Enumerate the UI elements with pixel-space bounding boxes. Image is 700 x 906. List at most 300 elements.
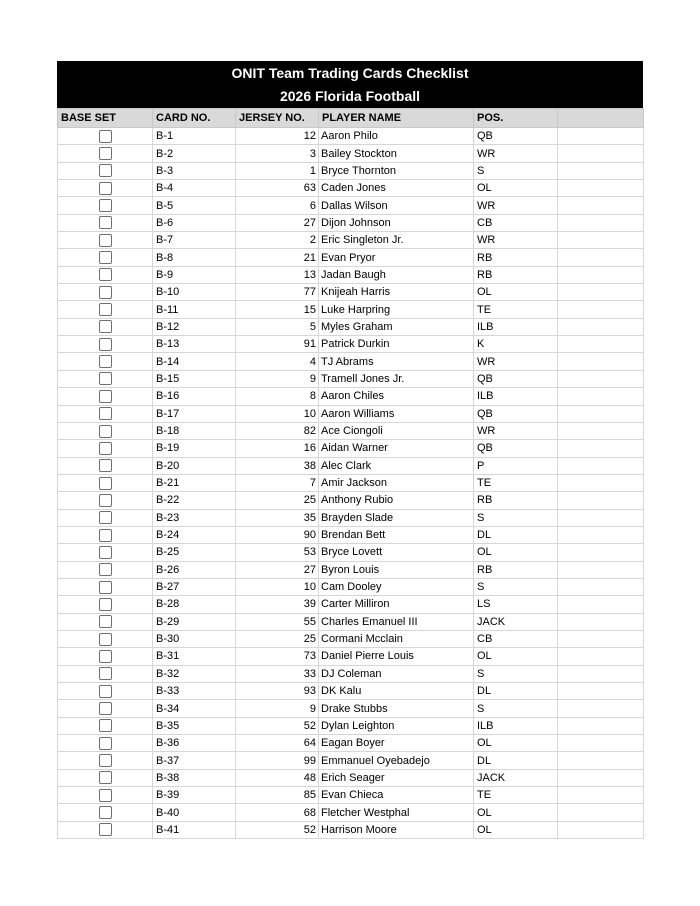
table-row [58, 492, 644, 509]
base-set-cell [58, 804, 153, 821]
jersey-no-cell: 82 [236, 422, 319, 439]
base-set-cell [58, 700, 153, 717]
card-no-cell: B-24 [153, 526, 236, 543]
base-set-checkbox[interactable] [99, 320, 112, 333]
base-set-cell [58, 353, 153, 370]
base-set-cell [58, 717, 153, 734]
jersey-no-cell: 53 [236, 544, 319, 561]
card-no-cell: B-36 [153, 735, 236, 752]
base-set-cell [58, 162, 153, 179]
pos-cell: DL [474, 683, 558, 700]
player-name-cell: Fletcher Westphal [319, 804, 474, 821]
table-row [58, 596, 644, 613]
table-body [58, 128, 644, 839]
player-name-cell: Eagan Boyer [319, 735, 474, 752]
card-no-cell: B-12 [153, 318, 236, 335]
pos-cell: WR [474, 145, 558, 162]
card-no-cell: B-19 [153, 440, 236, 457]
player-name-cell: Amir Jackson [319, 474, 474, 491]
player-name-cell: Brendan Bett [319, 526, 474, 543]
blank-cell [558, 648, 644, 665]
base-set-checkbox[interactable] [99, 581, 112, 594]
player-name-cell: Harrison Moore [319, 821, 474, 838]
card-no-cell: B-11 [153, 301, 236, 318]
jersey-no-cell: 4 [236, 353, 319, 370]
base-set-checkbox[interactable] [99, 719, 112, 732]
blank-cell [558, 613, 644, 630]
base-set-checkbox[interactable] [99, 754, 112, 767]
header-player-name: PLAYER NAME [319, 109, 474, 128]
table-row [58, 145, 644, 162]
jersey-no-cell: 93 [236, 683, 319, 700]
base-set-cell [58, 474, 153, 491]
player-name-cell: Caden Jones [319, 180, 474, 197]
base-set-checkbox[interactable] [99, 130, 112, 143]
jersey-no-cell: 73 [236, 648, 319, 665]
table-row [58, 353, 644, 370]
player-name-cell: Myles Graham [319, 318, 474, 335]
table-row [58, 787, 644, 804]
base-set-cell [58, 665, 153, 682]
jersey-no-cell: 8 [236, 388, 319, 405]
base-set-checkbox[interactable] [99, 199, 112, 212]
pos-cell: OL [474, 804, 558, 821]
header-row [58, 109, 644, 128]
table-row [58, 613, 644, 630]
base-set-cell [58, 787, 153, 804]
blank-cell [558, 284, 644, 301]
pos-cell: ILB [474, 388, 558, 405]
base-set-checkbox[interactable] [99, 286, 112, 299]
header-card-no: CARD NO. [153, 109, 236, 128]
base-set-cell [58, 145, 153, 162]
base-set-cell [58, 214, 153, 231]
base-set-cell [58, 561, 153, 578]
player-name-cell: Evan Chieca [319, 787, 474, 804]
blank-cell [558, 596, 644, 613]
base-set-checkbox[interactable] [99, 598, 112, 611]
blank-cell [558, 249, 644, 266]
jersey-no-cell: 48 [236, 769, 319, 786]
card-no-cell: B-13 [153, 336, 236, 353]
table-row [58, 128, 644, 145]
card-no-cell: B-6 [153, 214, 236, 231]
table-row [58, 804, 644, 821]
blank-cell [558, 492, 644, 509]
jersey-no-cell: 38 [236, 457, 319, 474]
base-set-cell [58, 440, 153, 457]
jersey-no-cell: 85 [236, 787, 319, 804]
player-name-cell: Evan Pryor [319, 249, 474, 266]
card-no-cell: B-17 [153, 405, 236, 422]
base-set-checkbox[interactable] [99, 546, 112, 559]
jersey-no-cell: 27 [236, 214, 319, 231]
pos-cell: S [474, 162, 558, 179]
table-row [58, 284, 644, 301]
base-set-checkbox[interactable] [99, 685, 112, 698]
jersey-no-cell: 63 [236, 180, 319, 197]
card-no-cell: B-14 [153, 353, 236, 370]
player-name-cell: Bryce Thornton [319, 162, 474, 179]
card-no-cell: B-38 [153, 769, 236, 786]
base-set-checkbox[interactable] [99, 494, 112, 507]
player-name-cell: Daniel Pierre Louis [319, 648, 474, 665]
header-jersey-no: JERSEY NO. [236, 109, 319, 128]
jersey-no-cell: 21 [236, 249, 319, 266]
table-row [58, 717, 644, 734]
base-set-cell [58, 630, 153, 647]
jersey-no-cell: 52 [236, 717, 319, 734]
base-set-checkbox[interactable] [99, 303, 112, 316]
base-set-cell [58, 180, 153, 197]
table-row [58, 665, 644, 682]
base-set-cell [58, 266, 153, 283]
pos-cell: CB [474, 630, 558, 647]
jersey-no-cell: 25 [236, 630, 319, 647]
table-row [58, 180, 644, 197]
card-no-cell: B-2 [153, 145, 236, 162]
blank-cell [558, 683, 644, 700]
jersey-no-cell: 1 [236, 162, 319, 179]
blank-cell [558, 336, 644, 353]
jersey-no-cell: 13 [236, 266, 319, 283]
base-set-checkbox[interactable] [99, 251, 112, 264]
pos-cell: OL [474, 735, 558, 752]
player-name-cell: Jadan Baugh [319, 266, 474, 283]
base-set-checkbox[interactable] [99, 355, 112, 368]
card-no-cell: B-27 [153, 578, 236, 595]
base-set-checkbox[interactable] [99, 268, 112, 281]
player-name-cell: Cam Dooley [319, 578, 474, 595]
base-set-cell [58, 197, 153, 214]
jersey-no-cell: 27 [236, 561, 319, 578]
base-set-cell [58, 457, 153, 474]
blank-cell [558, 440, 644, 457]
player-name-cell: DJ Coleman [319, 665, 474, 682]
card-no-cell: B-15 [153, 370, 236, 387]
checklist-subtitle: 2026 Florida Football [279, 88, 421, 104]
card-no-cell: B-5 [153, 197, 236, 214]
base-set-cell [58, 769, 153, 786]
jersey-no-cell: 15 [236, 301, 319, 318]
blank-cell [558, 128, 644, 145]
player-name-cell: Carter Milliron [319, 596, 474, 613]
table-row [58, 752, 644, 769]
table-row [58, 249, 644, 266]
base-set-cell [58, 492, 153, 509]
pos-cell: S [474, 665, 558, 682]
pos-cell: WR [474, 232, 558, 249]
pos-cell: P [474, 457, 558, 474]
jersey-no-cell: 10 [236, 578, 319, 595]
table-row [58, 162, 644, 179]
jersey-no-cell: 52 [236, 821, 319, 838]
base-set-checkbox[interactable] [99, 771, 112, 784]
jersey-no-cell: 16 [236, 440, 319, 457]
base-set-checkbox[interactable] [99, 702, 112, 715]
table-row [58, 214, 644, 231]
base-set-checkbox[interactable] [99, 633, 112, 646]
base-set-checkbox[interactable] [99, 147, 112, 160]
table-row [58, 388, 644, 405]
card-no-cell: B-18 [153, 422, 236, 439]
card-no-cell: B-10 [153, 284, 236, 301]
base-set-checkbox[interactable] [99, 511, 112, 524]
blank-cell [558, 457, 644, 474]
base-set-checkbox[interactable] [99, 164, 112, 177]
pos-cell: K [474, 336, 558, 353]
base-set-checkbox[interactable] [99, 529, 112, 542]
jersey-no-cell: 3 [236, 145, 319, 162]
card-no-cell: B-30 [153, 630, 236, 647]
blank-cell [558, 318, 644, 335]
blank-cell [558, 405, 644, 422]
player-name-cell: Anthony Rubio [319, 492, 474, 509]
jersey-no-cell: 33 [236, 665, 319, 682]
base-set-checkbox[interactable] [99, 372, 112, 385]
player-name-cell: Aaron Philo [319, 128, 474, 145]
player-name-cell: Dylan Leighton [319, 717, 474, 734]
base-set-cell [58, 249, 153, 266]
jersey-no-cell: 25 [236, 492, 319, 509]
card-no-cell: B-39 [153, 787, 236, 804]
table-row [58, 232, 644, 249]
header-blank [558, 109, 644, 128]
base-set-cell [58, 370, 153, 387]
blank-cell [558, 630, 644, 647]
pos-cell: CB [474, 214, 558, 231]
blank-cell [558, 162, 644, 179]
base-set-cell [58, 596, 153, 613]
blank-cell [558, 232, 644, 249]
card-no-cell: B-9 [153, 266, 236, 283]
jersey-no-cell: 64 [236, 735, 319, 752]
base-set-checkbox[interactable] [99, 425, 112, 438]
jersey-no-cell: 90 [236, 526, 319, 543]
pos-cell: QB [474, 440, 558, 457]
pos-cell: RB [474, 561, 558, 578]
player-name-cell: Dijon Johnson [319, 214, 474, 231]
pos-cell: JACK [474, 613, 558, 630]
card-no-cell: B-20 [153, 457, 236, 474]
base-set-cell [58, 284, 153, 301]
table-row [58, 405, 644, 422]
player-name-cell: Bailey Stockton [319, 145, 474, 162]
base-set-cell [58, 752, 153, 769]
base-set-checkbox[interactable] [99, 823, 112, 836]
base-set-checkbox[interactable] [99, 737, 112, 750]
player-name-cell: Aaron Williams [319, 405, 474, 422]
base-set-cell [58, 648, 153, 665]
base-set-cell [58, 544, 153, 561]
player-name-cell: Tramell Jones Jr. [319, 370, 474, 387]
card-no-cell: B-1 [153, 128, 236, 145]
table-row [58, 769, 644, 786]
header-base-set: BASE SET [58, 109, 153, 128]
base-set-checkbox[interactable] [99, 234, 112, 247]
pos-cell: OL [474, 544, 558, 561]
pos-cell: TE [474, 474, 558, 491]
pos-cell: QB [474, 370, 558, 387]
table-row [58, 457, 644, 474]
card-no-cell: B-4 [153, 180, 236, 197]
pos-cell: ILB [474, 717, 558, 734]
base-set-cell [58, 422, 153, 439]
player-name-cell: Erich Seager [319, 769, 474, 786]
table-row [58, 683, 644, 700]
jersey-no-cell: 9 [236, 370, 319, 387]
card-no-cell: B-41 [153, 821, 236, 838]
card-no-cell: B-22 [153, 492, 236, 509]
jersey-no-cell: 2 [236, 232, 319, 249]
player-name-cell: DK Kalu [319, 683, 474, 700]
card-no-cell: B-26 [153, 561, 236, 578]
jersey-no-cell: 99 [236, 752, 319, 769]
blank-cell [558, 301, 644, 318]
blank-cell [558, 700, 644, 717]
player-name-cell: Drake Stubbs [319, 700, 474, 717]
card-no-cell: B-35 [153, 717, 236, 734]
jersey-no-cell: 35 [236, 509, 319, 526]
table-row [58, 266, 644, 283]
pos-cell: WR [474, 197, 558, 214]
jersey-no-cell: 91 [236, 336, 319, 353]
table-row [58, 648, 644, 665]
card-no-cell: B-33 [153, 683, 236, 700]
blank-cell [558, 180, 644, 197]
player-name-cell: Alec Clark [319, 457, 474, 474]
table-row [58, 440, 644, 457]
jersey-no-cell: 10 [236, 405, 319, 422]
pos-cell: OL [474, 284, 558, 301]
header-pos: POS. [474, 109, 558, 128]
table-row [58, 578, 644, 595]
base-set-cell [58, 128, 153, 145]
card-no-cell: B-3 [153, 162, 236, 179]
card-no-cell: B-21 [153, 474, 236, 491]
player-name-cell: Ace Ciongoli [319, 422, 474, 439]
player-name-cell: Patrick Durkin [319, 336, 474, 353]
base-set-cell [58, 336, 153, 353]
table-row [58, 735, 644, 752]
base-set-checkbox[interactable] [99, 442, 112, 455]
player-name-cell: Dallas Wilson [319, 197, 474, 214]
base-set-cell [58, 388, 153, 405]
pos-cell: DL [474, 752, 558, 769]
card-no-cell: B-25 [153, 544, 236, 561]
base-set-checkbox[interactable] [99, 390, 112, 403]
base-set-cell [58, 405, 153, 422]
blank-cell [558, 821, 644, 838]
player-name-cell: Emmanuel Oyebadejo [319, 752, 474, 769]
blank-cell [558, 735, 644, 752]
table-row [58, 422, 644, 439]
jersey-no-cell: 6 [236, 197, 319, 214]
base-set-cell [58, 232, 153, 249]
player-name-cell: Aidan Warner [319, 440, 474, 457]
jersey-no-cell: 9 [236, 700, 319, 717]
jersey-no-cell: 55 [236, 613, 319, 630]
card-no-cell: B-31 [153, 648, 236, 665]
base-set-checkbox[interactable] [99, 615, 112, 628]
pos-cell: WR [474, 422, 558, 439]
blank-cell [558, 526, 644, 543]
card-no-cell: B-7 [153, 232, 236, 249]
base-set-checkbox[interactable] [99, 338, 112, 351]
table-row [58, 197, 644, 214]
jersey-no-cell: 12 [236, 128, 319, 145]
jersey-no-cell: 7 [236, 474, 319, 491]
base-set-checkbox[interactable] [99, 459, 112, 472]
card-no-cell: B-40 [153, 804, 236, 821]
table-row [58, 526, 644, 543]
base-set-checkbox[interactable] [99, 806, 112, 819]
base-set-cell [58, 526, 153, 543]
player-name-cell: Charles Emanuel III [319, 613, 474, 630]
base-set-checkbox[interactable] [99, 407, 112, 420]
pos-cell: RB [474, 266, 558, 283]
pos-cell: OL [474, 648, 558, 665]
base-set-cell [58, 735, 153, 752]
blank-cell [558, 544, 644, 561]
player-name-cell: Cormani Mcclain [319, 630, 474, 647]
base-set-checkbox[interactable] [99, 477, 112, 490]
blank-cell [558, 752, 644, 769]
base-set-checkbox[interactable] [99, 789, 112, 802]
card-no-cell: B-37 [153, 752, 236, 769]
card-no-cell: B-32 [153, 665, 236, 682]
jersey-no-cell: 68 [236, 804, 319, 821]
jersey-no-cell: 39 [236, 596, 319, 613]
base-set-checkbox[interactable] [99, 667, 112, 680]
blank-cell [558, 509, 644, 526]
pos-cell: S [474, 700, 558, 717]
player-name-cell: Bryce Lovett [319, 544, 474, 561]
pos-cell: S [474, 578, 558, 595]
pos-cell: RB [474, 492, 558, 509]
table-row [58, 630, 644, 647]
blank-cell [558, 214, 644, 231]
base-set-cell [58, 301, 153, 318]
checklist-title: ONIT Team Trading Cards Checklist [231, 65, 469, 81]
blank-cell [558, 388, 644, 405]
blank-cell [558, 197, 644, 214]
base-set-cell [58, 821, 153, 838]
pos-cell: TE [474, 787, 558, 804]
blank-cell [558, 266, 644, 283]
pos-cell: TE [474, 301, 558, 318]
blank-cell [558, 422, 644, 439]
card-no-cell: B-23 [153, 509, 236, 526]
title-banner [57, 61, 643, 108]
base-set-checkbox[interactable] [99, 563, 112, 576]
blank-cell [558, 474, 644, 491]
card-no-cell: B-29 [153, 613, 236, 630]
base-set-checkbox[interactable] [99, 650, 112, 663]
pos-cell: QB [474, 128, 558, 145]
pos-cell: LS [474, 596, 558, 613]
jersey-no-cell: 77 [236, 284, 319, 301]
player-name-cell: Byron Louis [319, 561, 474, 578]
player-name-cell: Knijeah Harris [319, 284, 474, 301]
base-set-checkbox[interactable] [99, 216, 112, 229]
pos-cell: OL [474, 180, 558, 197]
base-set-checkbox[interactable] [99, 182, 112, 195]
card-no-cell: B-8 [153, 249, 236, 266]
pos-cell: ILB [474, 318, 558, 335]
table-row [58, 336, 644, 353]
player-name-cell: TJ Abrams [319, 353, 474, 370]
